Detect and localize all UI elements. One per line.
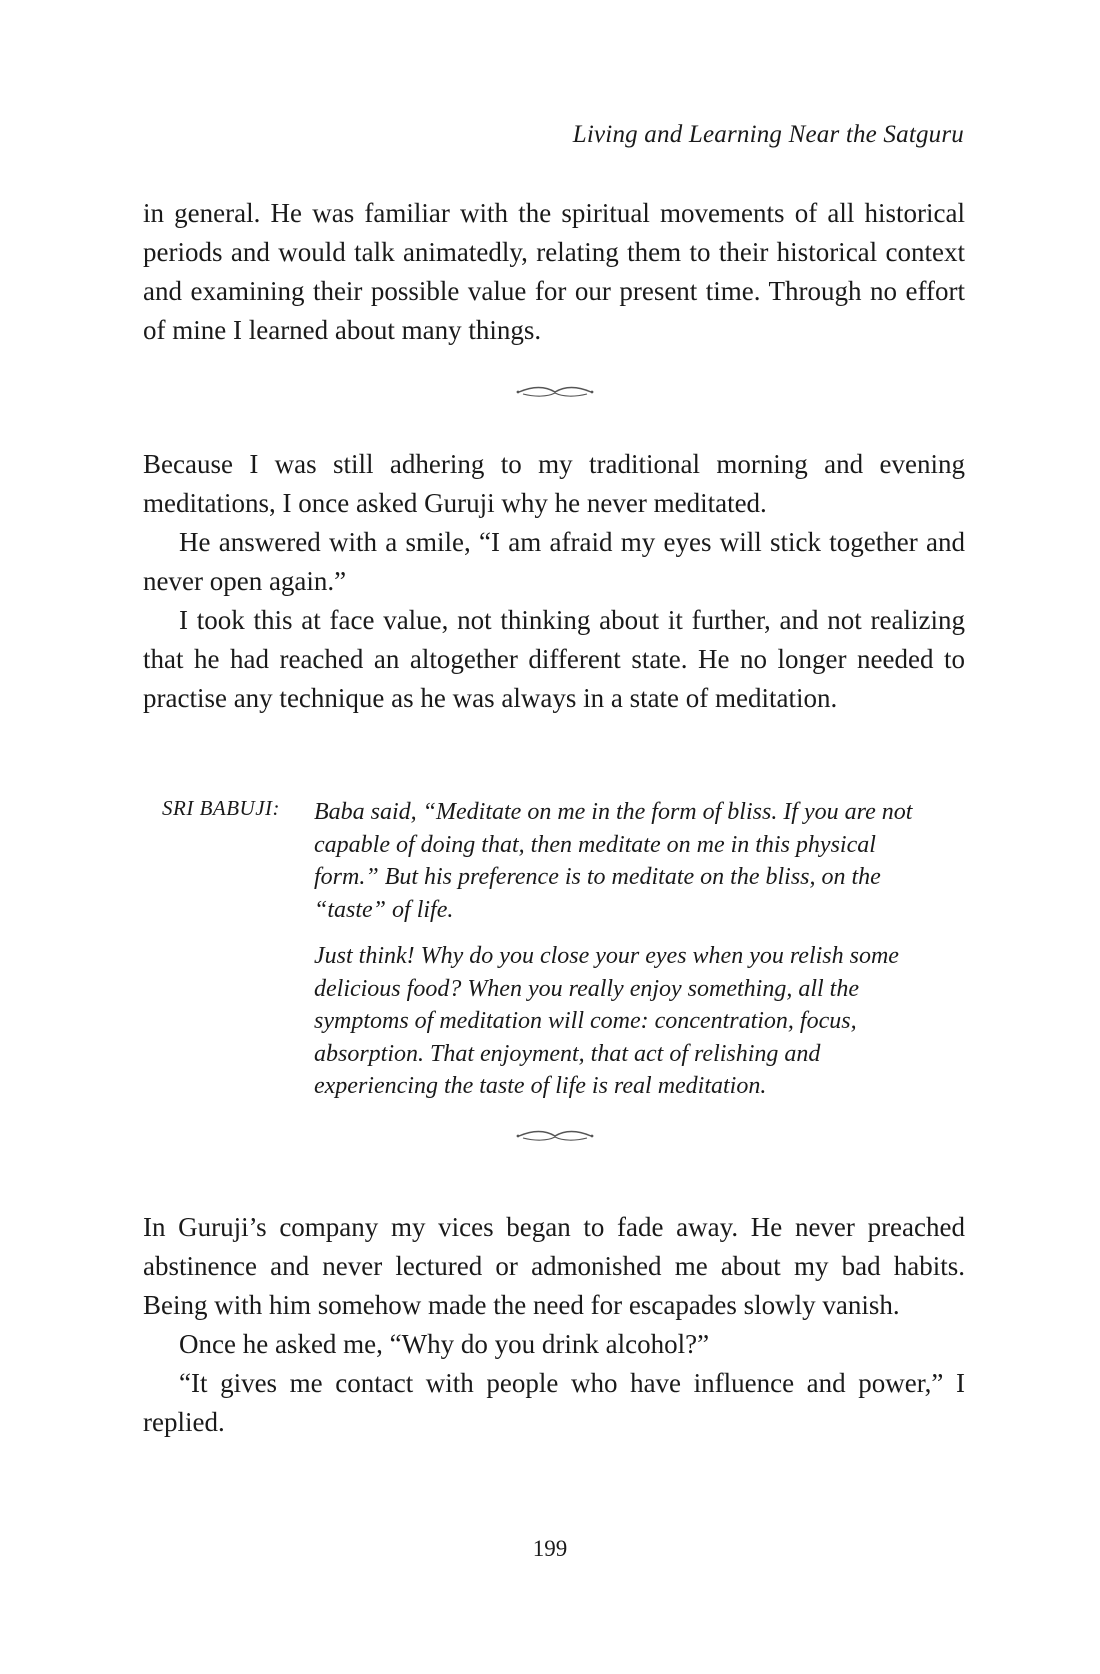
paragraph-state-of-meditation: I took this at face value, not thinking about it further, and not realizing that he had reached an altogether different state. He no longer needed to practise any technique as he was always in a state of meditation.	[143, 605, 965, 713]
section-break-ornament-icon	[515, 1126, 595, 1146]
section-two	[143, 445, 965, 718]
paragraph-reply: “It gives me contact with people who have influence and power,” I replied.	[143, 1368, 965, 1437]
paragraph-vices-fade: In Guruji’s company my vices began to fade away. He never preached abstinence and never lectured or admonished me about my bad habits. Being with him somehow made the need for escapades slowly vanish.	[143, 1212, 965, 1320]
babuji-quote	[162, 796, 932, 1117]
quote-paragraph-bliss: Baba said, “Meditate on me in the form of bliss. If you are not capable of doing that, then meditate on me in this physical form.” But his preference is to meditate on the bliss, on the “taste” of life.	[314, 799, 913, 923]
continuation-paragraph-block	[143, 194, 965, 350]
quote-text	[314, 796, 932, 1103]
paragraph-guruji-answer: He answered with a smile, “I am afraid my eyes will stick together and never open again.”	[143, 527, 965, 596]
quote-speaker: SRI BABUJI:	[162, 796, 281, 820]
section-break-ornament-icon	[515, 382, 595, 402]
running-head: Living and Learning Near the Satguru	[572, 121, 964, 148]
page-number: 199	[532, 1536, 568, 1561]
paragraph-alcohol-question: Once he asked me, “Why do you drink alcohol?”	[179, 1329, 710, 1359]
paragraph-meditations-question: Because I was still adhering to my traditional morning and evening meditations, I once asked Guruji why he never meditated.	[143, 449, 965, 518]
section-three	[143, 1208, 965, 1442]
quote-paragraph-taste-of-life: Just think! Why do you close your eyes when you relish some delicious food? When you really enjoy something, all the symptoms of meditation will come: concentration, focus, absorption. That enjoyment, that act of relishing and experiencing the taste of life is real meditation.	[314, 943, 899, 1099]
continuation-paragraph: in general. He was familiar with the spiritual movements of all historical periods and would talk animatedly, relating them to their historical context and examining their possible value for our present time. Through no effort of mine I learned about many things.	[143, 198, 965, 345]
